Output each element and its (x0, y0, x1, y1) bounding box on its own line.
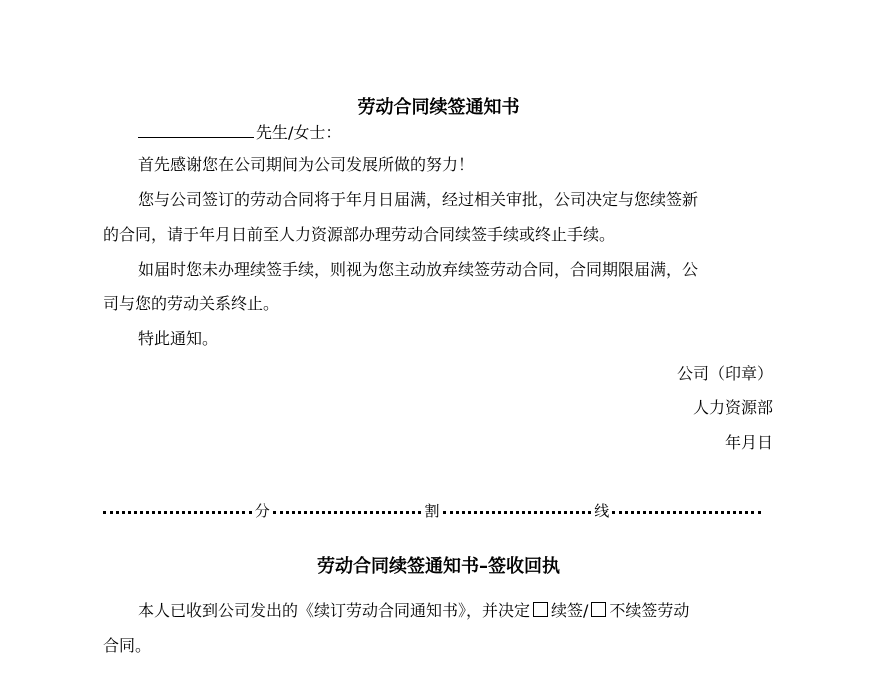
divider-dots (103, 511, 252, 514)
not-renew-checkbox[interactable] (591, 602, 606, 617)
notice-title: 劳动合同续签通知书 (357, 97, 520, 118)
receipt-line2: 合同。 (103, 636, 152, 655)
paragraph-consequence-line1: 如届时您未办理续签手续，则视为您主动放弃续签劳动合同，合同期限届满，公 (138, 260, 699, 279)
receipt-title: 劳动合同续签通知书–签收回执 (317, 556, 560, 577)
paragraph-consequence-line2: 司与您的劳动关系终止。 (103, 294, 280, 313)
divider-char-2: 割 (424, 502, 440, 520)
divider-dots (273, 511, 422, 514)
receipt-line1-prefix: 本人已收到公司发出的《续订劳动合同通知书》，并决定 (138, 601, 531, 620)
divider-char-1: 分 (254, 502, 270, 520)
signature-date: 年月日 (724, 433, 773, 452)
divider-dots (443, 511, 592, 514)
renew-option-label: 续签/ (551, 601, 589, 620)
paragraph-expiry-line1: 您与公司签订的劳动合同将于年月日届满，经过相关审批，公司决定与您续签新 (138, 190, 699, 209)
salutation-suffix: 先生/女士： (256, 123, 342, 142)
signature-company: 公司（印章） (676, 364, 773, 383)
cut-line-divider (103, 500, 761, 522)
paragraph-expiry-line2: 的合同，请于年月日前至人力资源部办理劳动合同续签手续或终止手续。 (103, 225, 616, 244)
not-renew-option-label: 不续签劳动 (609, 601, 690, 620)
name-blank (138, 121, 254, 138)
renew-checkbox[interactable] (533, 602, 548, 617)
paragraph-thanks: 首先感谢您在公司期间为公司发展所做的努力！ (138, 155, 475, 174)
salutation-line (103, 121, 783, 143)
divider-dots (612, 511, 761, 514)
receipt-line1 (103, 601, 783, 621)
signature-department: 人力资源部 (692, 398, 773, 417)
paragraph-closing: 特此通知。 (138, 329, 219, 348)
divider-char-3: 线 (594, 502, 610, 520)
